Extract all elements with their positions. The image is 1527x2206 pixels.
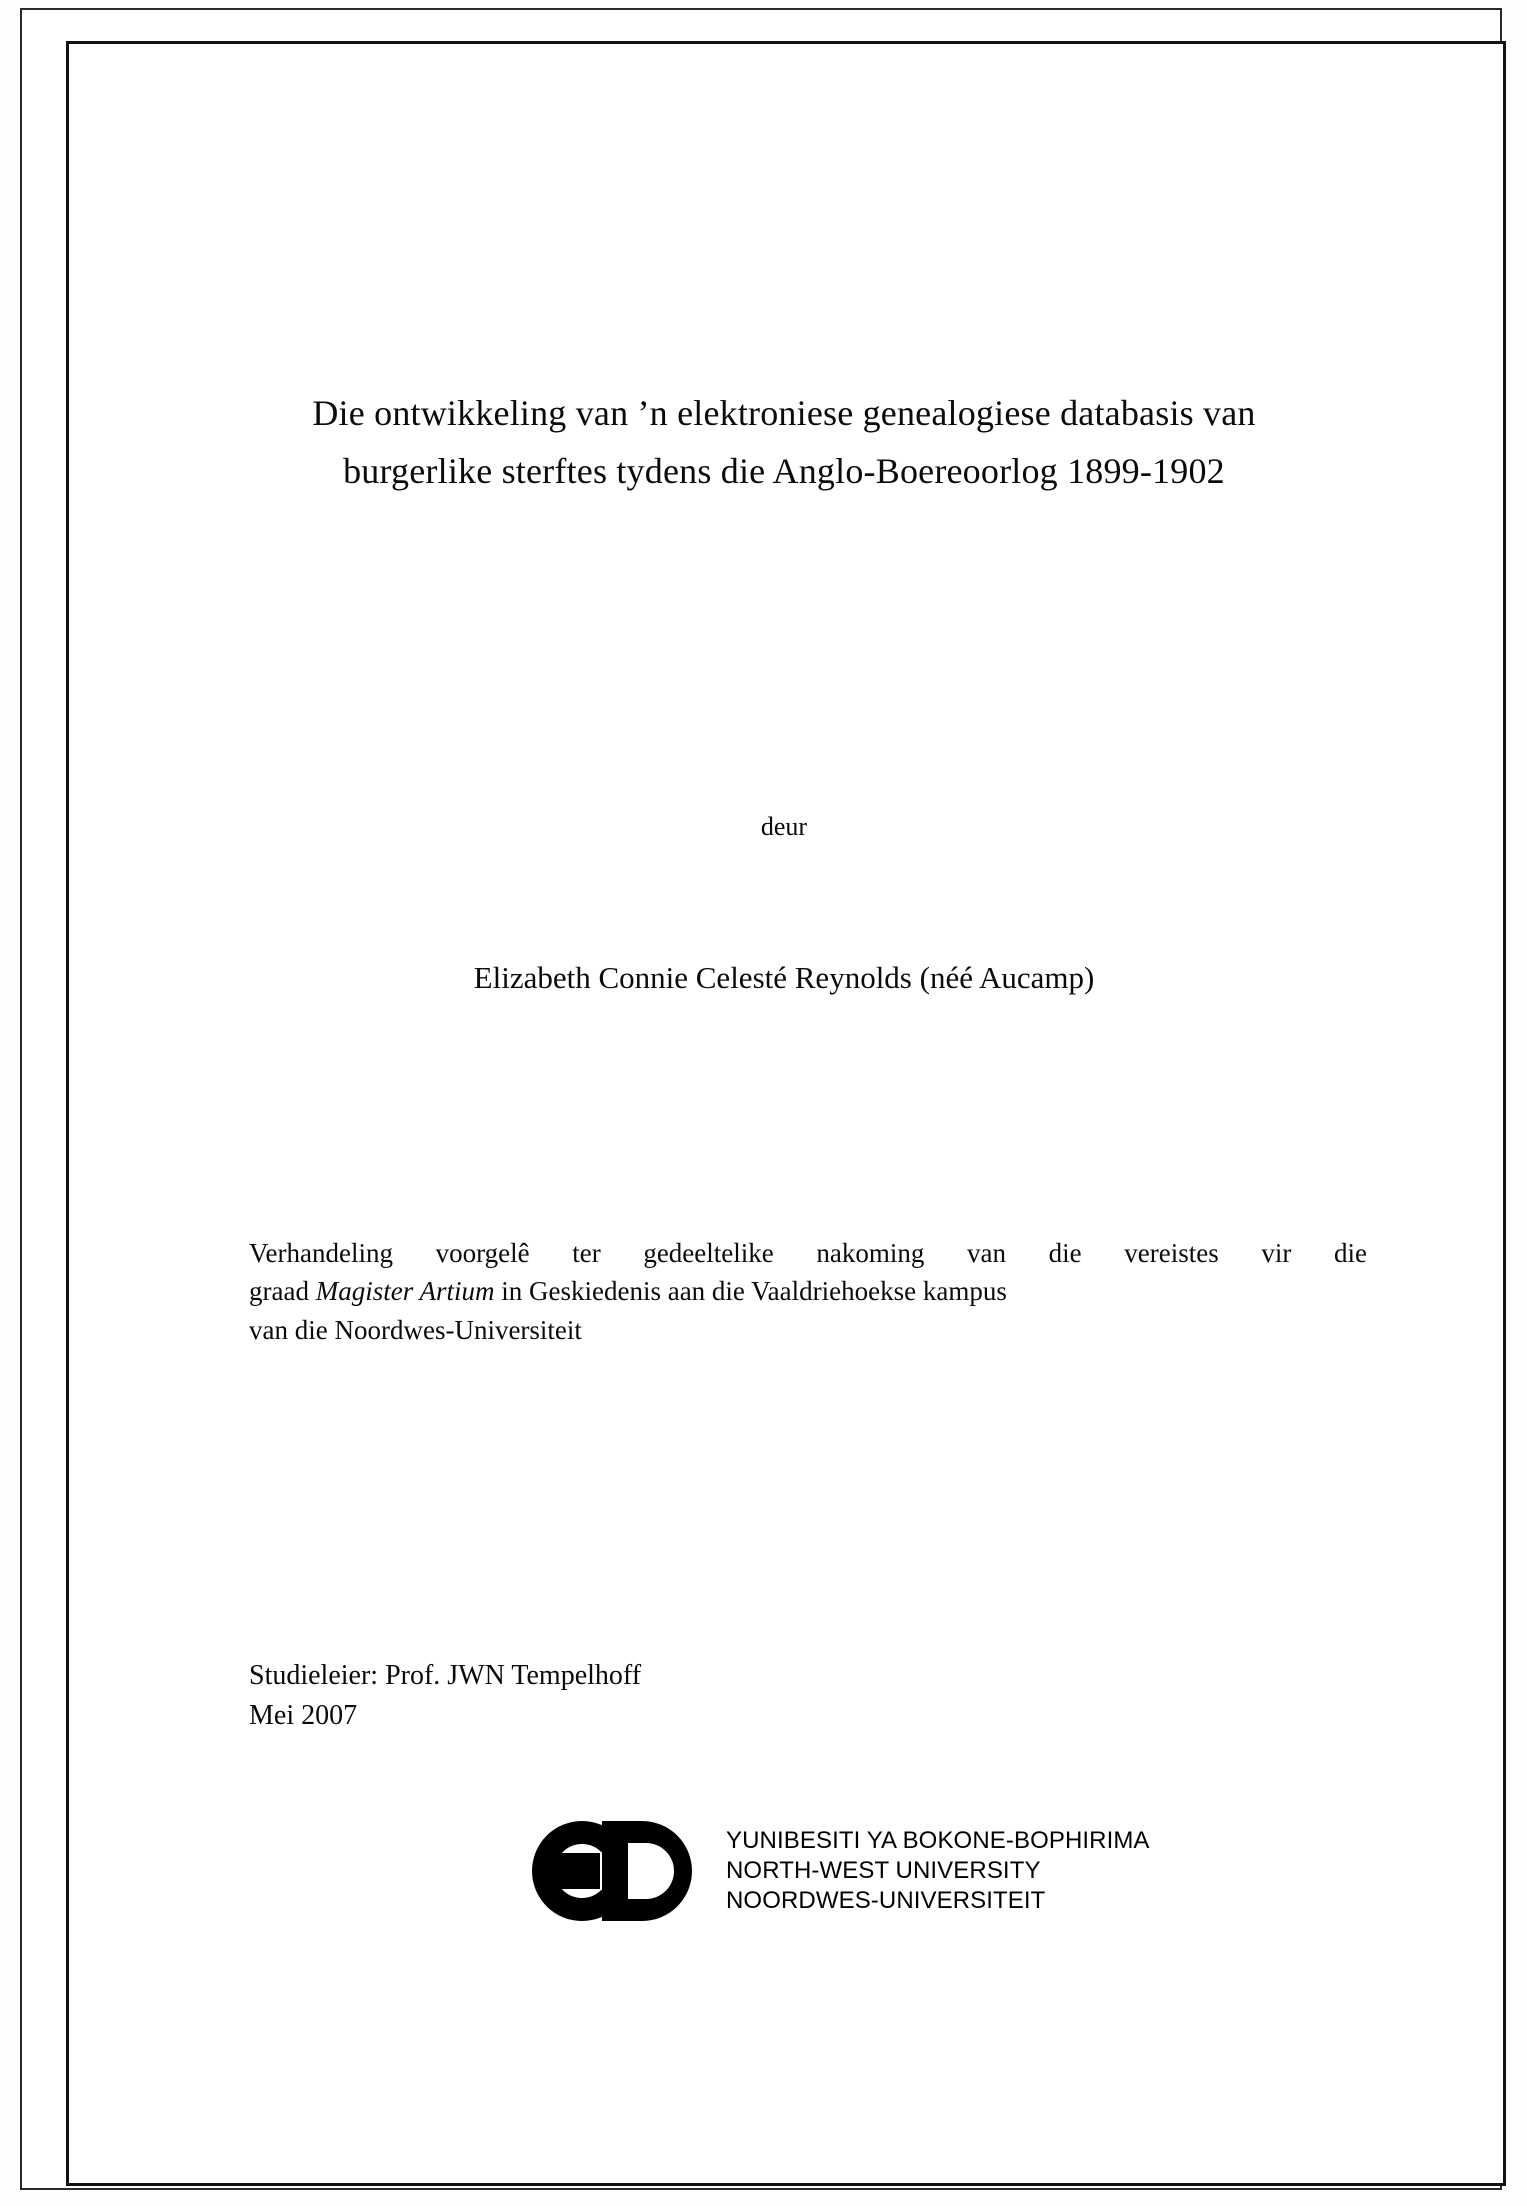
author-name: Elizabeth Connie Celesté Reynolds (néé Aucamp) bbox=[473, 960, 1095, 995]
title-page-border bbox=[66, 41, 1506, 2186]
title-line-1: Die ontwikkeling van ’n elektroniese genealogiese databasis van bbox=[312, 393, 1256, 433]
degree-statement-line-3: van die Noordwes-Universiteit bbox=[249, 1314, 582, 1345]
supervisor-line: Studieleier: Prof. JWN Tempelhoff bbox=[249, 1660, 642, 1691]
university-logo-text bbox=[726, 1826, 1150, 1915]
byline-label: deur bbox=[760, 812, 808, 841]
degree-statement-line-1: Verhandeling voorgelê ter gedeeltelike nakoming van die vereistes vir die bbox=[249, 1238, 1367, 1268]
date-line: Mei 2007 bbox=[249, 1699, 358, 1731]
scan-edge bbox=[22, 10, 1500, 2188]
logo-text-line-1: YUNIBESITI YA BOKONE-BOPHIRIMA bbox=[726, 1827, 1150, 1855]
logo-text-line-3: NOORDWES-UNIVERSITEIT bbox=[726, 1886, 1046, 1914]
degree-statement-line-2-before: graad bbox=[249, 1276, 316, 1307]
title-line-2: burgerlike sterftes tydens die Anglo-Boereoorlog 1899-1902 bbox=[343, 451, 1225, 492]
supervisor-and-date bbox=[249, 1656, 641, 1736]
degree-statement bbox=[249, 1234, 1367, 1349]
degree-name-italic: Magister Artium bbox=[315, 1276, 495, 1307]
logo-text-line-2: NORTH-WEST UNIVERSITY bbox=[726, 1857, 1041, 1885]
title-page-content bbox=[69, 44, 1503, 2183]
thesis-title bbox=[199, 384, 1369, 501]
degree-statement-line-2 bbox=[249, 1272, 1367, 1310]
university-logo bbox=[524, 1812, 1164, 1930]
degree-statement-line-2-after: in Geskiedenis aan die Vaaldriehoekse kampus bbox=[494, 1276, 1007, 1307]
nwu-logo-icon bbox=[524, 1815, 720, 1927]
